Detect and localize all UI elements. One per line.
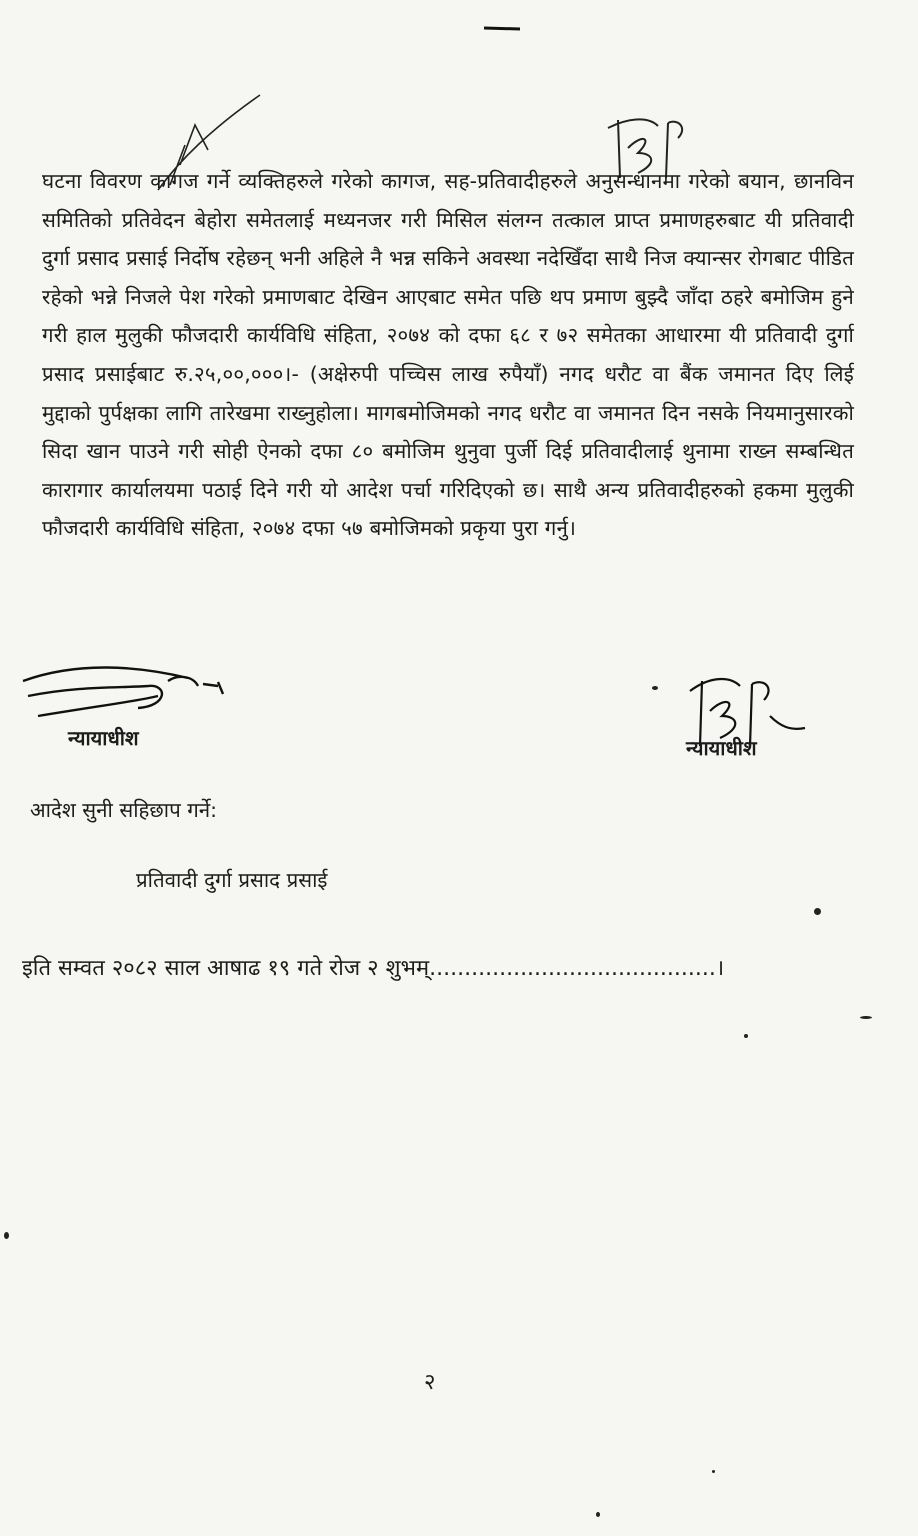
speck — [814, 908, 821, 915]
page-number: २ — [424, 1370, 436, 1395]
order-paragraph: घटना विवरण कागज गर्ने व्यक्तिहरुले गरेको कागज, सह-प्रतिवादीहरुले अनुसन्धानमा गरेको बयान, छानविन समितिको प्रतिवेदन बेहोरा समेतलाई मध्यनजर गरी मिसिल संलग्न तत्काल प्राप्त प्रमाणहरुबाट यी प्रतिवादी दुर्गा प्रसाद प्रसाई निर्दोष रहेछन् भनी अहिले नै भन्न सकिने अवस्था नदेखिँदा साथै निज क्यान्सर रोगबाट पीडित रहेको भन्ने निजले पेश गरेको प्रमाणबाट देखिन आएबाट समेत पछि थप प्रमाण बुझ्दै जाँदा ठहरे बमोजिम हुने गरी हाल मुलुकी फौजदारी कार्यविधि संहिता, २०७४ को दफा ६८ र ७२ समेतका आधारमा यी प्रतिवादी दुर्गा प्रसाद प्रसाईबाट रु.२५,००,०००।- (अक्षेरुपी पच्चिस लाख रुपैयाँ) नगद धरौट वा बैंक जमानत दिए लिई मुद्दाको पुर्पक्षका लागि तारेखमा राख्नुहोला। मागबमोजिमको नगद धरौट वा जमानत दिन नसके नियमानुसारको सिदा खान पाउने गरी सोही ऐनको दफा ८० बमोजिम थुनुवा पुर्जी दिई प्रतिवादीलाई थुनामा राख्न सम्बन्धित कारागार कार्यालयमा पठाई दिने गरी यो आदेश पर्चा गरिदिएको छ। साथै अन्य प्रतिवादीहरुको हकमा मुलुकी फौजदारी कार्यविधि संहिता, २०७४ दफा ५७ बमोजिमको प्रकृया पुरा गर्नु। — [42, 169, 854, 541]
speck — [860, 1016, 872, 1019]
order-heard-label: आदेश सुनी सहिछाप गर्ने: — [30, 798, 218, 822]
speck — [596, 1512, 600, 1517]
defendant-name: प्रतिवादी दुर्गा प्रसाद प्रसाई — [136, 868, 328, 892]
date-line: इति सम्वत २०८२ साल आषाढ १९ गते रोज २ शुभम्.........................................। — [22, 956, 725, 981]
speck — [4, 1232, 9, 1239]
judge-title-right: न्यायाधीश — [686, 736, 757, 760]
speck — [712, 1470, 715, 1473]
speck — [744, 1034, 748, 1038]
speck — [652, 686, 658, 690]
judge-title-left: न्यायाधीश — [68, 726, 139, 750]
top-mark — [482, 22, 522, 34]
